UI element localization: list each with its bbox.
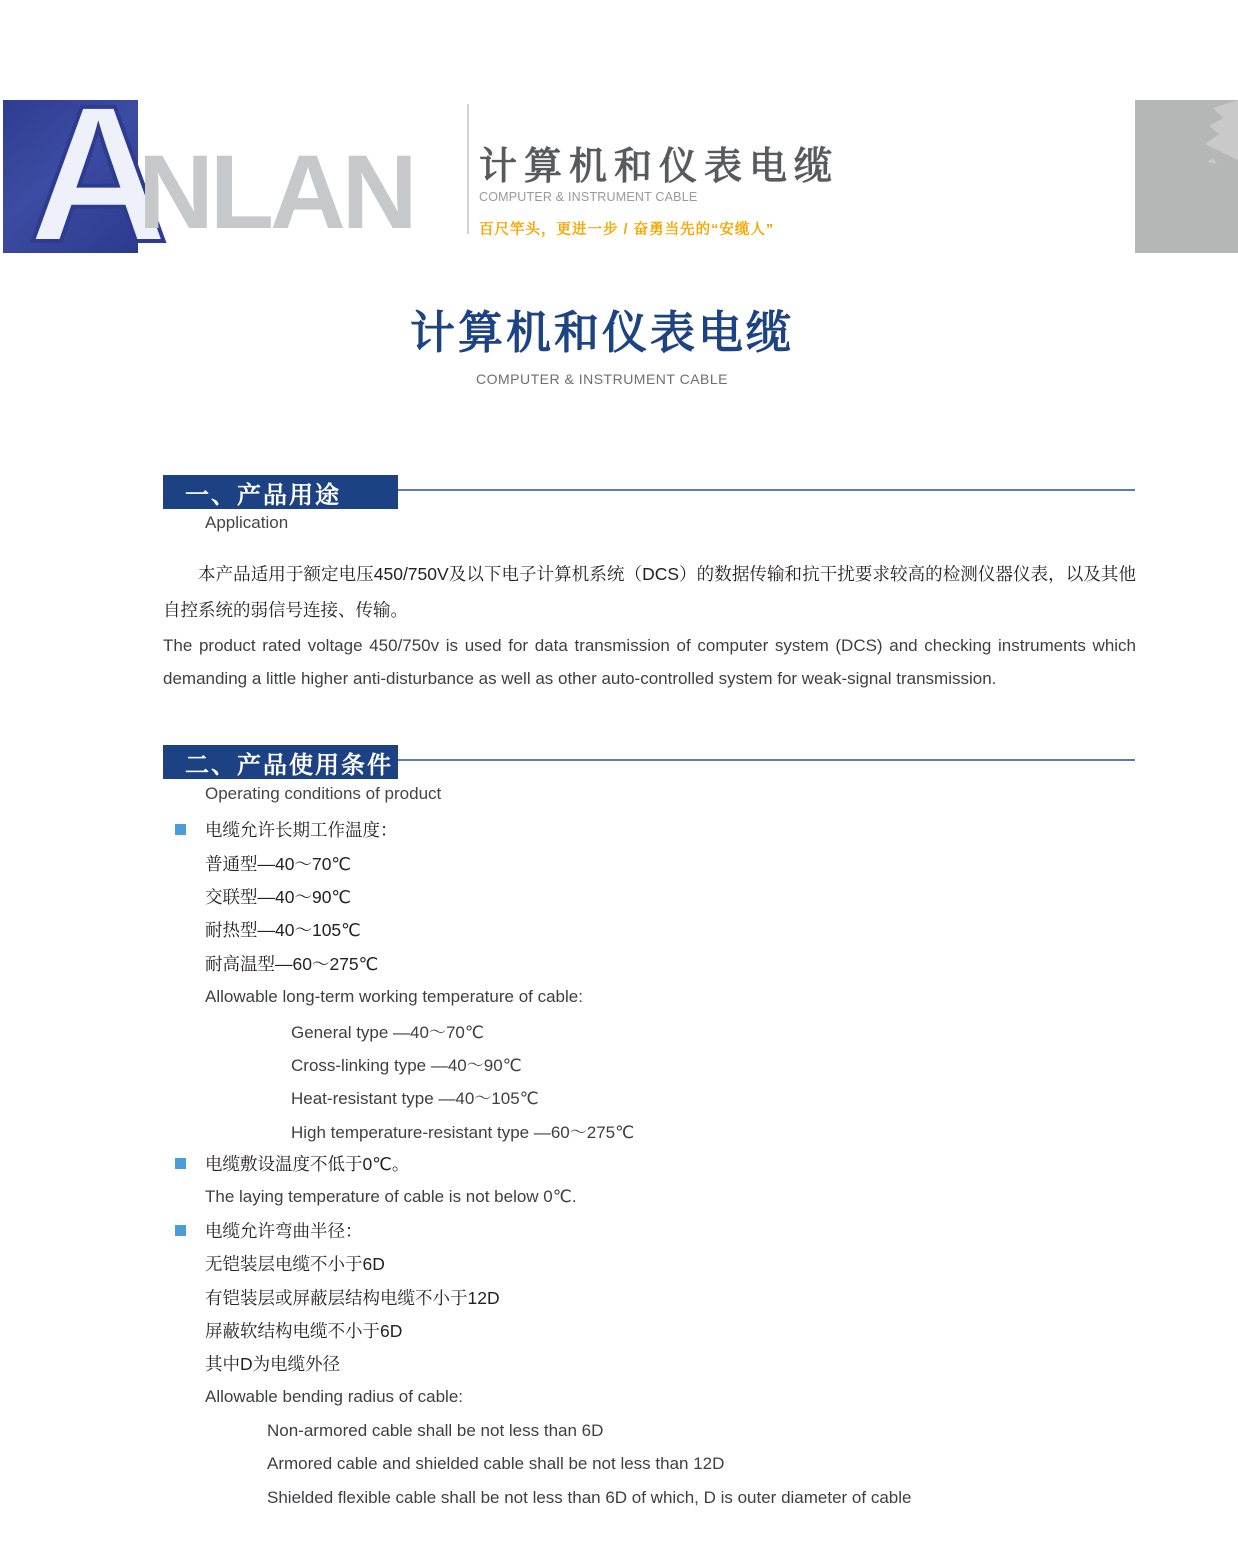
condition-text: Allowable bending radius of cable: <box>205 1387 464 1407</box>
condition-line <box>163 1013 1163 1046</box>
bullet-square-icon <box>175 1158 186 1169</box>
section2-heading: 二、产品使用条件 <box>163 745 398 779</box>
condition-text: Heat-resistant type —40～105℃ <box>291 1089 539 1109</box>
condition-line <box>163 1180 1163 1213</box>
condition-text: The laying temperature of cable is not below 0℃. <box>205 1186 577 1206</box>
condition-text: High temperature-resistant type —60～275℃ <box>291 1122 635 1142</box>
page-title-block <box>0 296 1204 387</box>
page-title-zh: 计算机和仪表电缆 <box>409 307 794 358</box>
header-slogan: 百尺竿头，更进一步 / 奋勇当先的“安缆人” <box>479 221 775 238</box>
condition-line <box>163 1381 1163 1414</box>
condition-text: 耐热型—40～105℃ <box>205 920 361 941</box>
condition-text: 电缆允许弯曲半径： <box>205 1220 363 1241</box>
condition-line <box>163 1314 1163 1347</box>
section2-heading-en: Operating conditions of product <box>205 784 442 803</box>
condition-text: 其中D为电缆外径 <box>205 1354 341 1375</box>
application-paragraph-zh: 本产品适用于额定电压450/750V及以下电子计算机系统（DCS）的数据传输和抗干扰要求较高的检测仪器仪表，以及其他自控系统的弱信号连接、传输。 <box>163 564 1136 620</box>
condition-text: General type —40～70℃ <box>291 1022 484 1042</box>
condition-line <box>163 846 1163 879</box>
condition-text: Cross-linking type —40～90℃ <box>291 1055 522 1075</box>
corner-leaf-graphic <box>1135 100 1238 253</box>
condition-line <box>163 1347 1163 1380</box>
condition-text: 屏蔽软结构电缆不小于6D <box>205 1321 403 1342</box>
condition-text: 电缆敷设温度不低于0℃。 <box>205 1154 410 1175</box>
bullet-square-icon <box>175 1225 186 1236</box>
condition-text: Non-armored cable shall be not less than 6D <box>267 1420 604 1440</box>
condition-text: Armored cable and shielded cable shall be not less than 12D <box>267 1454 725 1474</box>
application-paragraph-en: The product rated voltage 450/750v is used for data transmission of computer system (DCS) and checking instruments which demanding a little higher anti-disturbance as well as other auto-controlled system for weak-signal transmission. <box>163 636 1136 688</box>
condition-line <box>163 913 1163 946</box>
header-product-title-zh: 计算机和仪表电缆 <box>479 146 840 188</box>
condition-line <box>163 1447 1163 1480</box>
bullet-square-icon <box>175 824 186 835</box>
condition-line <box>163 1047 1163 1080</box>
condition-text: 有铠装层或屏蔽层结构电缆不小于12D <box>205 1287 500 1308</box>
condition-line <box>163 1481 1163 1514</box>
conditions-list <box>163 813 1163 1514</box>
condition-bullet-item <box>163 813 1163 846</box>
condition-bullet-item <box>163 1147 1163 1180</box>
header-divider-line <box>467 104 469 234</box>
condition-line <box>163 947 1163 980</box>
condition-text: 耐高温型—60～275℃ <box>205 953 379 974</box>
condition-line <box>163 1247 1163 1280</box>
condition-text: 无铠装层电缆不小于6D <box>205 1254 385 1275</box>
condition-line <box>163 880 1163 913</box>
condition-line <box>163 1280 1163 1313</box>
logo-text-nlan: NLAN <box>138 134 414 251</box>
condition-bullet-item <box>163 1214 1163 1247</box>
section1-heading: 一、产品用途 <box>163 475 398 509</box>
condition-text: 电缆允许长期工作温度： <box>205 820 398 841</box>
logo-letter-a: A <box>28 65 169 283</box>
section1-heading-en: Application <box>205 513 289 532</box>
condition-line <box>163 1414 1163 1447</box>
condition-text: Shielded flexible cable shall be not less than 6D of which, D is outer diameter of cable <box>267 1487 912 1507</box>
header-product-block <box>479 147 839 239</box>
condition-line <box>163 1114 1163 1147</box>
condition-line <box>163 1080 1163 1113</box>
condition-line <box>163 980 1163 1013</box>
leaf-icon <box>1135 100 1238 253</box>
condition-text: Allowable long-term working temperature of cable: <box>205 986 583 1006</box>
section2-heading-line <box>398 759 1135 761</box>
condition-text: 普通型—40～70℃ <box>205 853 352 874</box>
section1-heading-line <box>398 489 1135 491</box>
condition-text: 交联型—40～90℃ <box>205 886 352 907</box>
page-title-en: COMPUTER & INSTRUMENT CABLE <box>475 371 729 387</box>
header-product-title-en: COMPUTER & INSTRUMENT CABLE <box>479 189 698 204</box>
